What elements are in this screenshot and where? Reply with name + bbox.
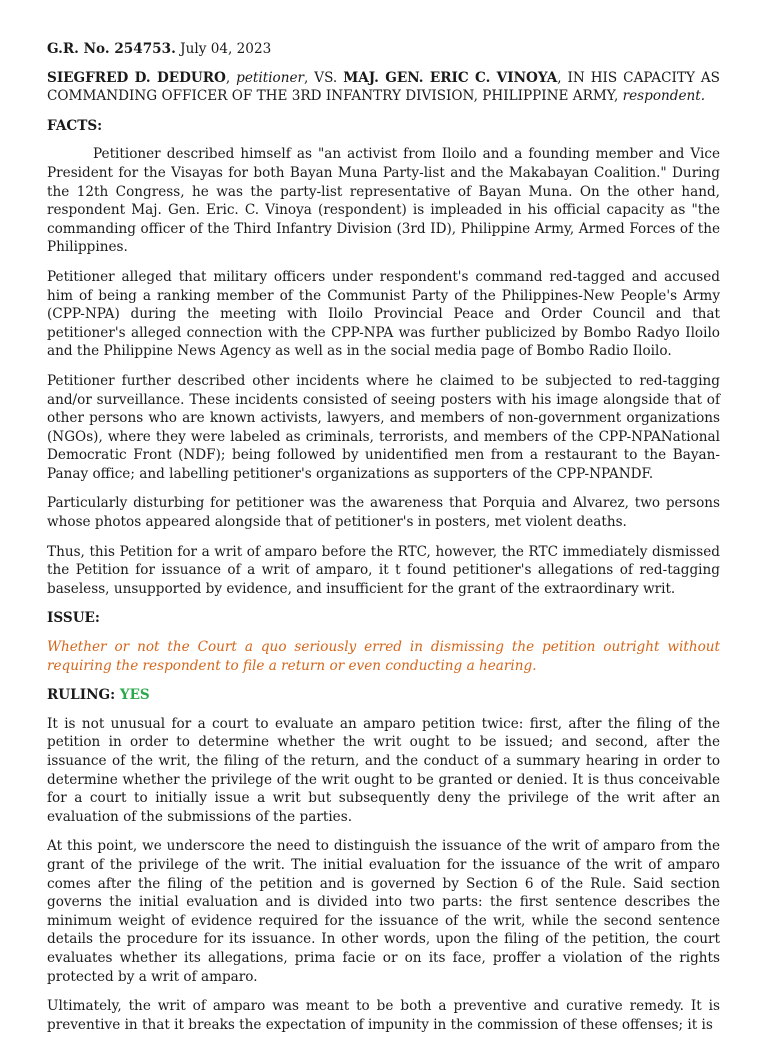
separator: , (225, 69, 237, 86)
ruling-paragraph-3: Ultimately, the writ of amparo was meant to be both a preventive and curative remedy. It is preventive in that it breaks the expectation of impunity in the commission of these offenses; it is (47, 998, 720, 1033)
ruling-answer: YES (119, 687, 150, 704)
ruling-paragraph-1: It is not unusual for a court to evaluate an amparo petition twice: first, after the filing of the petition in order to determine whether the writ ought to be issued; and second, after the issuance of the writ, the filing of the return, and the conduct of a summary hearing in order to determine whether the privilege of the writ ought to be granted or denied. It is thus conceivable for a court to initially issue a writ but subsequently deny the privilege of the writ after an evaluation of the submissions of the parties. (47, 715, 720, 825)
versus-label: , VS. (304, 69, 344, 86)
ruling-heading (47, 686, 720, 705)
ruling-paragraph-2: At this point, we underscore the need to distinguish the issuance of the writ of amparo from the grant of the privilege of the writ. The initial evaluation for the issuance of the writ of amparo comes after the filing of the petition and is governed by Section 6 of the Rule. Said section governs the initial evaluation and is divided into two parts: the first sentence describes the minimum weight of evidence required for the issuance of the writ, while the second sentence details the procedure for its issuance. In other words, upon the filing of the petition, the court evaluates whether its allegations, prima facie or on its face, proffer a violation of the rights protected by a writ of amparo. (47, 838, 720, 985)
case-date: July 04, 2023 (175, 41, 272, 57)
facts-paragraph-5: Thus, this Petition for a writ of amparo before the RTC, however, the RTC immediately dismissed the Petition for issuance of a writ of amparo, it t found petitioner's allegations of red-tagging baseless, unsupported by evidence, and insufficient for the grant of the extraordinary writ. (47, 543, 720, 597)
case-header (47, 40, 720, 59)
facts-paragraph-1: Petitioner described himself as "an activist from Iloilo and a founding member and Vice President for the Visayas for both Bayan Muna Party-list and the Makabayan Coalition." During the 12th Congress, he was the party-list representative of Bayan Muna. On the other hand, respondent Maj. Gen. Eric. C. Vinoya (respondent) is impleaded in his official capacity as "the commanding officer of the Third Infantry Division (3rd ID), Philippine Army, Armed Forces of the Philippines. (47, 146, 720, 256)
ruling-label: RULING: (47, 687, 120, 704)
case-number: G.R. No. 254753. (47, 41, 176, 57)
issue-heading: ISSUE: (47, 610, 100, 627)
facts-paragraph-4: Particularly disturbing for petitioner was the awareness that Porquia and Alvarez, two persons whose photos appeared alongside that of petitioner's in posters, met violent deaths. (47, 495, 720, 531)
petitioner-role: petitioner (236, 69, 305, 86)
respondent-capacity: , IN HIS CAPACITY AS COMMANDING OFFICER OF THE 3RD INFANTRY DIVISION, PHILIPPINE ARMY, (47, 69, 720, 105)
respondent-name: MAJ. GEN. ERIC C. VINOYA (343, 69, 558, 86)
document-page (47, 40, 720, 1045)
facts-paragraph-2: Petitioner alleged that military officers under respondent's command red-tagged and accused him of being a ranking member of the Communist Party of the Philippines-New People's Army (CPP-NPA) during the meeting with Iloilo Provincial Peace and Order Council and that petitioner's alleged connection with the CPP-NPA was further publicized by Bombo Radyo Iloilo and the Philippine News Agency as well as in the social media page of Bombo Radio Iloilo. (47, 268, 720, 360)
respondent-role: respondent. (622, 88, 706, 105)
facts-paragraph-3: Petitioner further described other incidents where he claimed to be subjected to red-tagging and/or surveillance. These incidents consisted of seeing posters with his image alongside that of other persons who are known activists, lawyers, and members of non-government organizations (NGOs), where they were labeled as criminals, terrorists, and members of the CPP-NPANational Democratic Front (NDF); being followed by unidentified men from a restaurant to the Bayan-Panay office; and labelling petitioner's organizations as supporters of the CPP-NPANDF. (47, 372, 720, 482)
issue-text: Whether or not the Court a quo seriously erred in dismissing the petition outright without requiring the respondent to file a return or even conducting a hearing. (47, 639, 720, 674)
facts-heading: FACTS: (47, 117, 103, 134)
petitioner-name: SIEGFRED D. DEDURO (47, 69, 226, 86)
case-parties (47, 69, 720, 106)
